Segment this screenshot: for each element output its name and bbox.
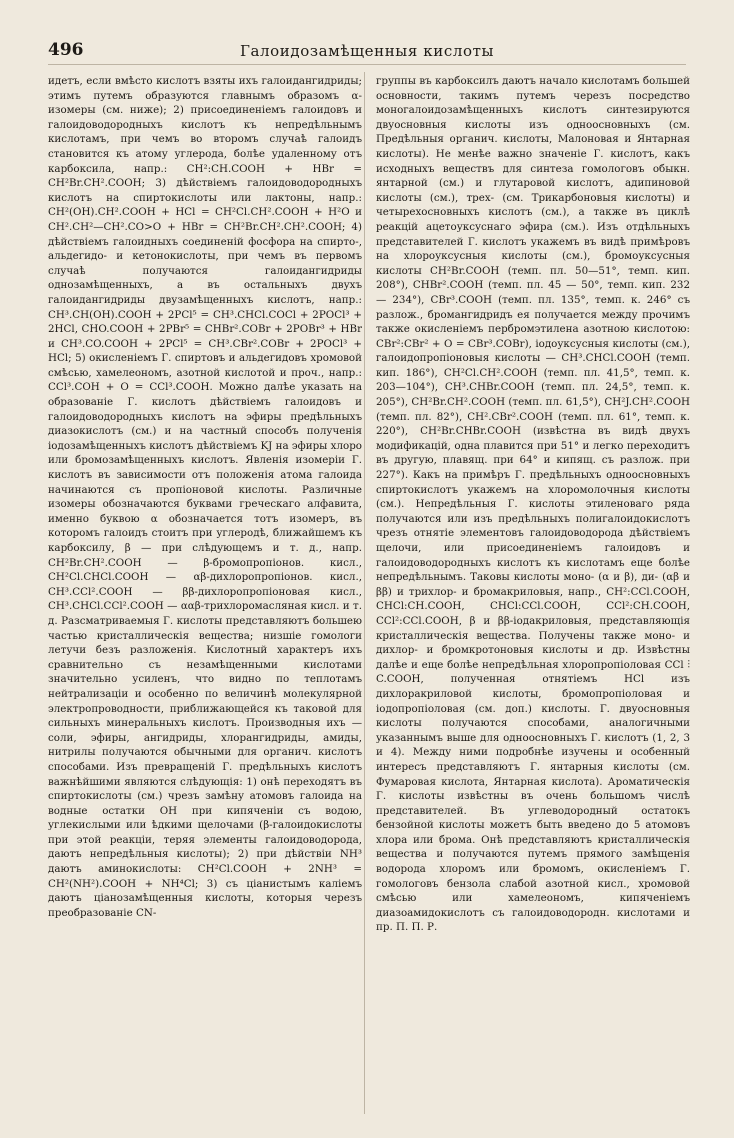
running-title: Галоидозамѣщенныя кислоты	[239, 42, 495, 60]
left-column	[48, 74, 362, 1112]
right-column	[376, 74, 690, 1112]
page-header	[48, 38, 686, 65]
left-column-text: идетъ, если вмѣсто кислотъ взяты ихъ галоидангидриды; этимъ путемъ образуются главнымъ образомъ α-изомеры (см. ниже); 2) присоединеніемъ галоидовъ и галоидоводородныхъ кислотъ къ непредѣльнымъ кислотамъ, при чемъ во второмъ случаѣ галоидъ становится къ атому углерода, болѣе удаленному отъ карбоксила, напр.: CH²:CH.COOH + HBr = CH²Br.CH².COOH; 3) дѣйствіемъ галоидоводородныхъ кислотъ на спиртокислоты или лактоны, напр.: CH²(OH).CH².COOH + HCl = CH²Cl.CH².COOH + H²O и CH².CH²—CH².CO>O + HBr = CH²Br.CH².CH².COOH; 4) дѣйствіемъ галоидныхъ соединеній фосфора на спирто-, альдегидо- и кетонокислоты, при чемъ въ первомъ случаѣ получаются галоидангидриды однозамѣщенныхъ, а въ остальныхъ двухъ галоидангидриды двузамѣщенныхъ кислотъ, напр.: CH³.CH(OH).COOH + 2PCl⁵ = CH³.CHCl.COCl + 2POCl³ + 2HCl, CHO.COOH + 2PBr⁵ = CHBr².COBr + 2POBr³ + HBr и CH³.CO.COOH + 2PCl⁵ = CH³.CBr².COBr + 2POCl³ + HCl; 5) окисленіемъ Г. спиртовъ и альдегидовъ хромовой смѣсью, хамелеономъ, азотной кислотой и проч., напр.: CCl³.COH + O = CCl³.COOH. Можно далѣе указать на образованіе Г. кислотъ дѣйствіемъ галоидовъ и галоидоводородныхъ кислотъ на эфиры предѣльныхъ диазокислотъ (см.) и на частный способъ полученія іодозамѣщенныхъ кислотъ дѣйствіемъ KJ на эфиры хлоро или бромозамѣщенныхъ кислотъ. Явленія изомеріи Г. кислотъ въ зависимости отъ положенія атома галоида начинаются съ пропіоновой кислоты. Различные изомеры обозначаются буквами греческаго алфавита, именно буквою α обозначается тотъ изомеръ, въ которомъ галоидъ стоитъ при углеродѣ, ближайшемъ къ карбоксилу, β — при слѣдующемъ и т. д., напр. CH²Br.CH².COOH — β-бромопропіонов. кисл., CH²Cl.CHCl.COOH — αβ-дихлоропропіонов. кисл., CH³.CCl².COOH — ββ-дихлоропропіоновая кисл., CH³.CHCl.CCl².COOH — ααβ-трихлоромасляная кисл. и т. д. Разсматриваемыя Г. кислоты представляютъ большею частью кристаллическія вещества; низшіе гомологи летучи безъ разложенія. Кислотный характеръ ихъ сравнительно съ незамѣщенными кислотами значительно усиленъ, что видно по теплотамъ нейтрализаціи и особенно по величинѣ молекулярной электропроводности, приближающейся къ таковой для сильныхъ минеральныхъ кислотъ. Производныя ихъ — соли, эфиры, ангидриды, хлорангидриды, амиды, нитрилы получаются обычными для органич. кислотъ способами. Изъ превращеній Г. предѣльныхъ кислотъ важнѣйшими являются слѣдующія: 1) онѣ переходятъ въ спиртокислоты (см.) чрезъ замѣну атомовъ галоида на водные остатки OH при кипяченіи съ водою, углекислыми или ѣдкими щелочами (β-галоидокислоты при этой реакціи, теряя элементы галоидоводорода, даютъ непредѣльныя кислоты); 2) при дѣйствіи NH³ даютъ аминокислоты: CH²Cl.COOH + 2NH³ = CH²(NH²).COOH + NH⁴Cl; 3) съ ціанистымъ каліемъ даютъ ціанозамѣщенныя кислоты, которыя черезъ преобразованіе CN-	[48, 75, 362, 919]
right-column-text: группы въ карбоксилъ даютъ начало кислотамъ большей основности, такимъ путемъ черезъ посредство моногалоидозамѣщенныхъ кислотъ синтезируются двуосновныя кислоты изъ одноосновныхъ (см. Предѣльныя органич. кислоты, Малоновая и Янтарная кислоты). Не менѣе важно значеніе Г. кислотъ, какъ исходныхъ веществъ для синтеза гомологовъ обыкн. янтарной (см.) и глутаровой кислотъ, адипиновой кислоты (см.), трех- (см. Трикарбоновыя кислоты) и четырехосновныхъ кислотъ (см.), а также въ циклѣ реакцій ацетоуксуснаго эфира (см.). Изъ отдѣльныхъ представителей Г. кислотъ укажемъ въ видѣ примѣровъ на хлороуксусныя кислоты (см.), бромоуксусныя кислоты CH²Br.COOH (темп. пл. 50—51°, темп. кип. 208°), CHBr².COOH (темп. пл. 45 — 50°, темп. кип. 232 — 234°), CBr³.COOH (темп. пл. 135°, темп. к. 246° съ разлож., бромангидридъ ея получается между прочимъ также окисленіемъ пербромэтилена азотною кислотою: CBr²:CBr² + O = CBr³.COBr), іодоуксусныя кислоты (см.), галоидопропіоновыя кислоты — CH³.CHCl.COOH (темп. кип. 186°), CH²Cl.CH².COOH (темп. пл. 41,5°, темп. к. 203—104°), CH³.CHBr.COOH (темп. пл. 24,5°, темп. к. 205°), CH²Br.CH².COOH (темп. пл. 61,5°), CH²J.CH².COOH (темп. пл. 82°), CH².CBr².COOH (темп. пл. 61°, темп. к. 220°), CH²Br.CHBr.COOH (извѣстна въ видѣ двухъ модификацій, одна плавится при 51° и легко переходитъ въ другую, плавящ. при 64° и кипящ. съ разлож. при 227°). Какъ на примѣръ Г. предѣльныхъ одноосновныхъ спиртокислотъ укажемъ на хлоромолочныя кислоты (см.). Непредѣльныя Г. кислоты этиленоваго ряда получаются или изъ предѣльныхъ полигалоидокислотъ чрезъ отнятіе элементовъ галоидоводорода дѣйствіемъ щелочи, или присоединеніемъ галоидовъ и галоидоводородныхъ кислотъ къ кислотамъ еще болѣе непредѣльнымъ. Таковы кислоты моно- (α и β), ди- (αβ и ββ) и трихлор- и бромакриловыя, напр., CH²:CCl.COOH, CHCl:CH.COOH, CHCl:CCl.COOH, CCl²:CH.COOH, CCl²:CCl.COOH, β и ββ-іодакриловыя, представляющія кристаллическія вещества. Получены также моно- и дихлор- и бромкротоновыя кислоты и др. Извѣстны далѣе и еще болѣе непредѣльная хлоропропіоловая CCl ⫶ C.COOH, полученная отнятіемъ HCl изъ дихлоракриловой кислоты, бромопропіоловая и іодопропіоловая (см. доп.) кислоты. Г. двуосновныя кислоты получаются способами, аналогичными указаннымъ выше для одноосновныхъ Г. кислотъ (1, 2, 3 и 4). Между ними подробнѣе изучены и особенный интересъ представляютъ Г. янтарныя кислоты (см. Фумаровая кислота, Янтарная кислота). Ароматическія Г. кислоты извѣстны въ очень большомъ числѣ представителей. Въ углеводородный остатокъ бензойной кислоты можетъ быть введено до 5 атомовъ хлора или брома. Онѣ представляютъ кристаллическія вещества и получаются путемъ прямого замѣщенія водорода хлоромъ или бромомъ, окисленіемъ Г. гомологовъ бензола слабой азотной кисл., хромовой смѣсью или хамелеономъ, кипяченіемъ диазоамидокислотъ съ галоидоводородн. кислотами и пр. П. П. Р.	[376, 75, 690, 934]
page-number: 496	[48, 40, 84, 60]
column-divider	[364, 72, 365, 1114]
